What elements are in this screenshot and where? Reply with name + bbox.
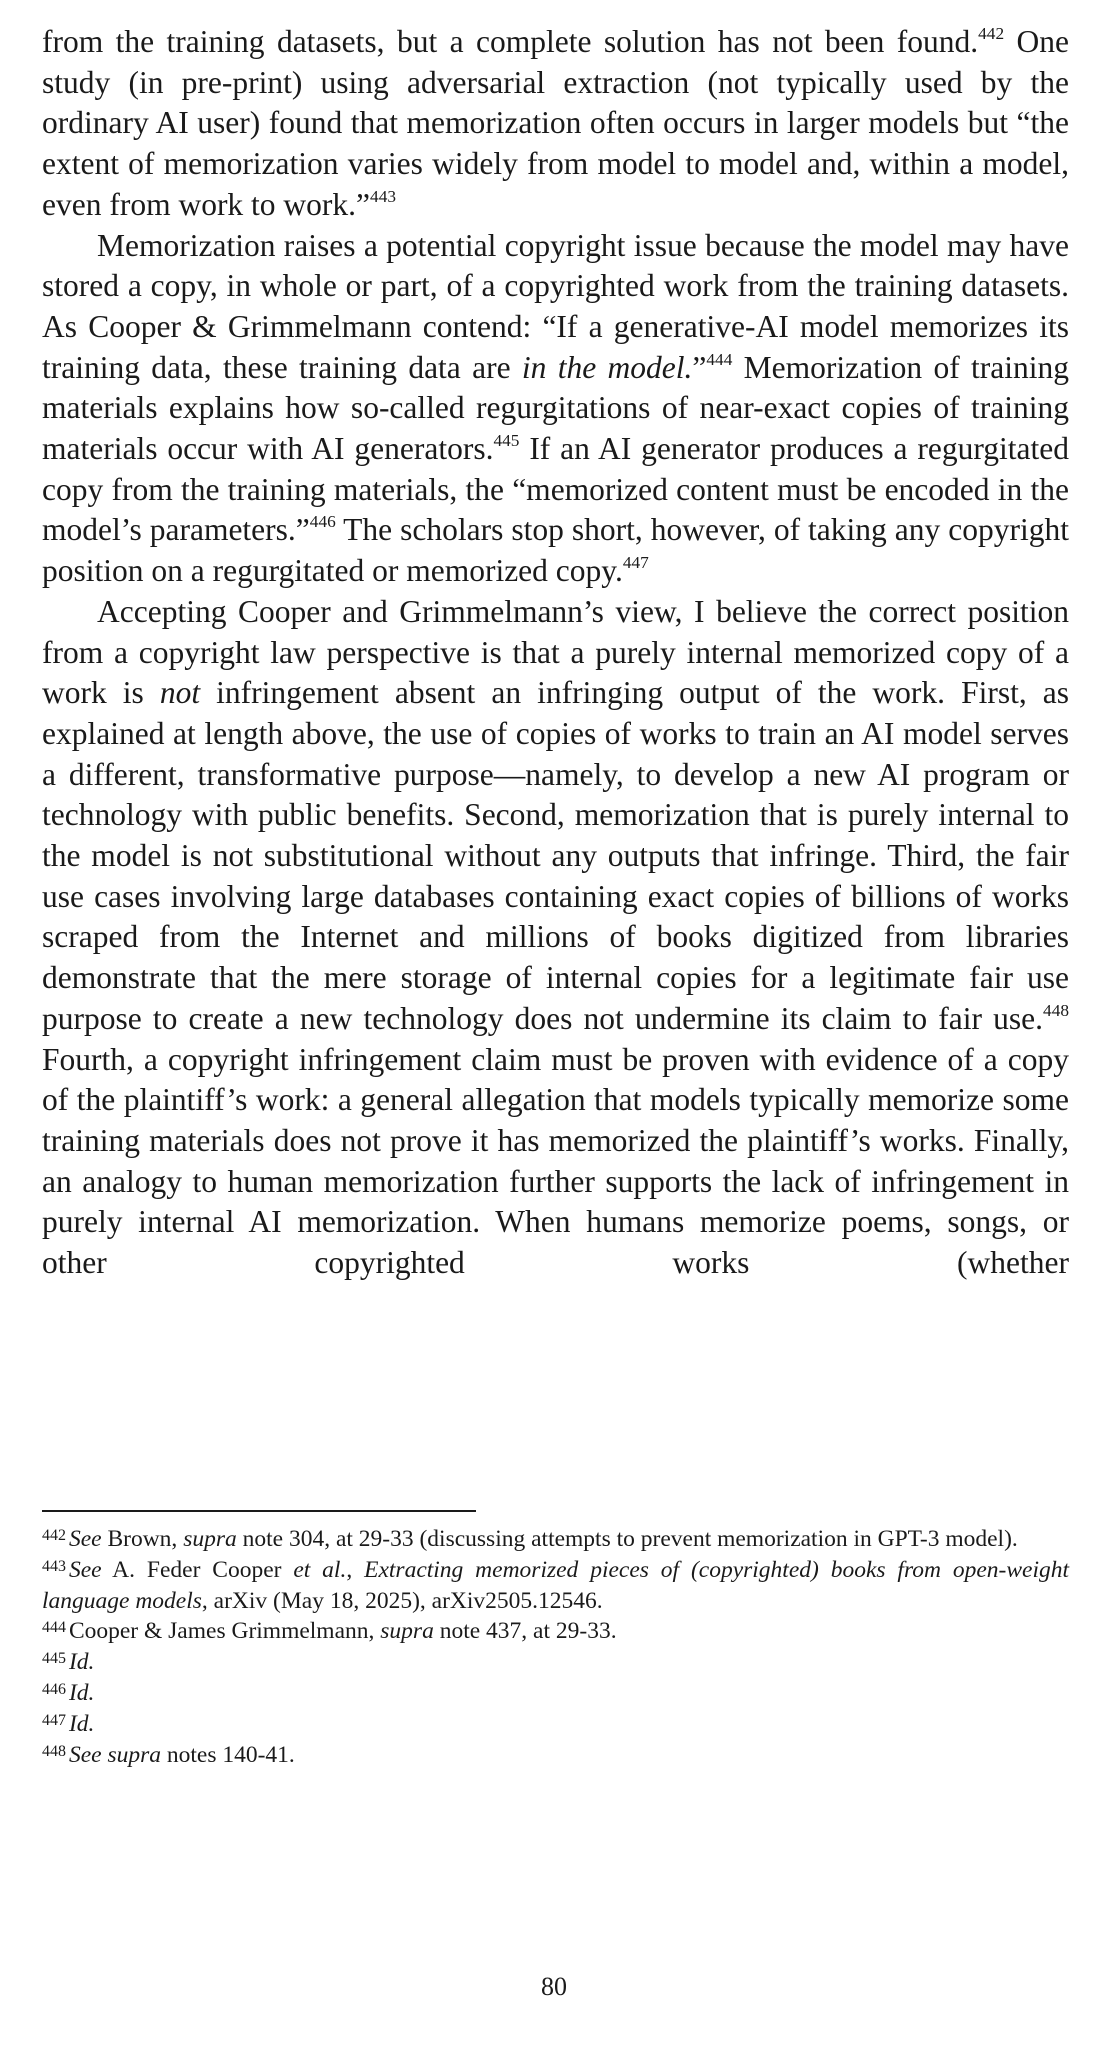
text-run: , [346,1556,365,1583]
footnote-divider [42,1510,476,1512]
text-run: notes 140-41. [160,1741,295,1768]
paragraph-continuation [42,22,1069,226]
text-run: If an AI generator produces a regurgitated copy from the training materials, the “memorized content must be encoded in the model’s parameters.” [42,431,1069,548]
footnote-number: 448 [42,1742,66,1760]
italic-text: Extracting memorized pieces of (copyrighted) books from open-weight language models [42,1556,1069,1614]
footnote-number: 445 [42,1650,66,1668]
text-run: The scholars stop short, however, of taking any copyright position on a regurgitated or memorized copy. [42,512,1069,589]
footnote-number: 447 [42,1711,66,1729]
text-run: note 304, at 29-33 (discussing attempts to prevent memorization in GPT-3 model). [236,1526,1018,1552]
footnotes [42,1524,1069,1770]
text-run: Memorization of training materials explains how so-called regurgitations of near-exact copies of training materials occur with AI generators. [42,349,1069,467]
text-run: Fourth, a copyright infringement claim must be proven with evidence of a copy of the plaintiff’s work: a general allegation that models typically memorize some training materials does not prove it has memorized the plaintiff’s works. Finally, an analogy to human memorization further supports the lack of infringement in purely internal AI memorization. When humans memorize poems, songs, or other copyrighted works (whether [42,1041,1069,1281]
footnote-447 [42,1709,1069,1740]
italic-text: Id. [68,1710,95,1737]
text-run: Memorization raises a potential copyright issue because the model may have stored a copy, in whole or part, of a copyrighted work from the training datasets. As Cooper & Grimmelmann contend: “If a generative-AI model memorizes its training data, these training data are [42,227,1069,385]
italic-text: supra [380,1618,434,1645]
footnote-reference[interactable]: 446 [309,512,336,532]
text-run: Brown, [101,1526,184,1552]
italic-text: in the model. [521,349,693,385]
page-number: 80 [541,1972,567,2001]
italic-text: et al. [293,1556,347,1583]
footnote-reference[interactable]: 445 [493,431,520,451]
italic-text: See [68,1556,102,1583]
footnote-443 [42,1555,1069,1617]
footnote-reference[interactable]: 444 [706,349,733,369]
text-run: Accepting Cooper and Grimmelmann’s view, I believe the correct position from a copyright law perspective is that a purely internal memorized copy of a work is [42,593,1069,711]
footnote-number: 446 [42,1680,66,1698]
page-content [42,22,1069,1284]
text-run: A. Feder Cooper [101,1556,294,1583]
footnote-reference[interactable]: 443 [370,186,396,206]
footnote-reference[interactable]: 448 [1043,1000,1069,1020]
text-run: ” [692,349,707,385]
text-run: One study (in pre-print) using adversarial extraction (not typically used by the ordinary AI user) found that memorization often occurs in larger models but “the extent of memorization varies widely from model to model and, within a model, even from work to work.” [42,24,1070,222]
footnote-445 [42,1647,1069,1678]
italic-text: See [68,1526,102,1552]
paragraph-memorization-issue [42,226,1069,592]
text-run: infringement absent an infringing output of the work. First, as explained at length above, the use of copies of works to train an AI model serves a different, transformative purpose—namely, to develop a new AI program or technology with public benefits. Second, memorization that is purely internal to the model is not substitutional without any outputs that infringe. Third, the fair use cases involving large databases containing exact copies of billions of works scraped from the Internet and millions of books digitized from libraries demonstrate that the mere storage of internal copies for a legitimate fair use purpose to create a new technology does not undermine its claim to fair use. [42,675,1069,1036]
footnote-number: 444 [42,1619,66,1637]
italic-text: not [159,675,201,711]
footnote-444 [42,1616,1069,1647]
text-run: from the training datasets, but a complete solution has not been found. [42,24,979,59]
text-run: , arXiv (May 18, 2025), arXiv2505.12546. [201,1587,603,1614]
text-run: note 437, at 29-33. [433,1618,617,1645]
italic-text: Id. [68,1679,95,1706]
text-run: Cooper & James Grimmelmann, [68,1618,381,1645]
paragraph-author-position [42,592,1069,1284]
footnote-448 [42,1740,1069,1771]
footnote-reference[interactable]: 442 [978,24,1005,44]
footnote-reference[interactable]: 447 [622,553,649,573]
italic-text: Id. [68,1649,95,1676]
italic-text: supra [183,1526,237,1552]
footnote-442 [42,1524,1069,1555]
footnote-446 [42,1678,1069,1709]
body-text [42,22,1069,1284]
footnote-number: 442 [42,1526,66,1544]
footnote-number: 443 [42,1557,66,1575]
italic-text: See supra [68,1741,161,1768]
